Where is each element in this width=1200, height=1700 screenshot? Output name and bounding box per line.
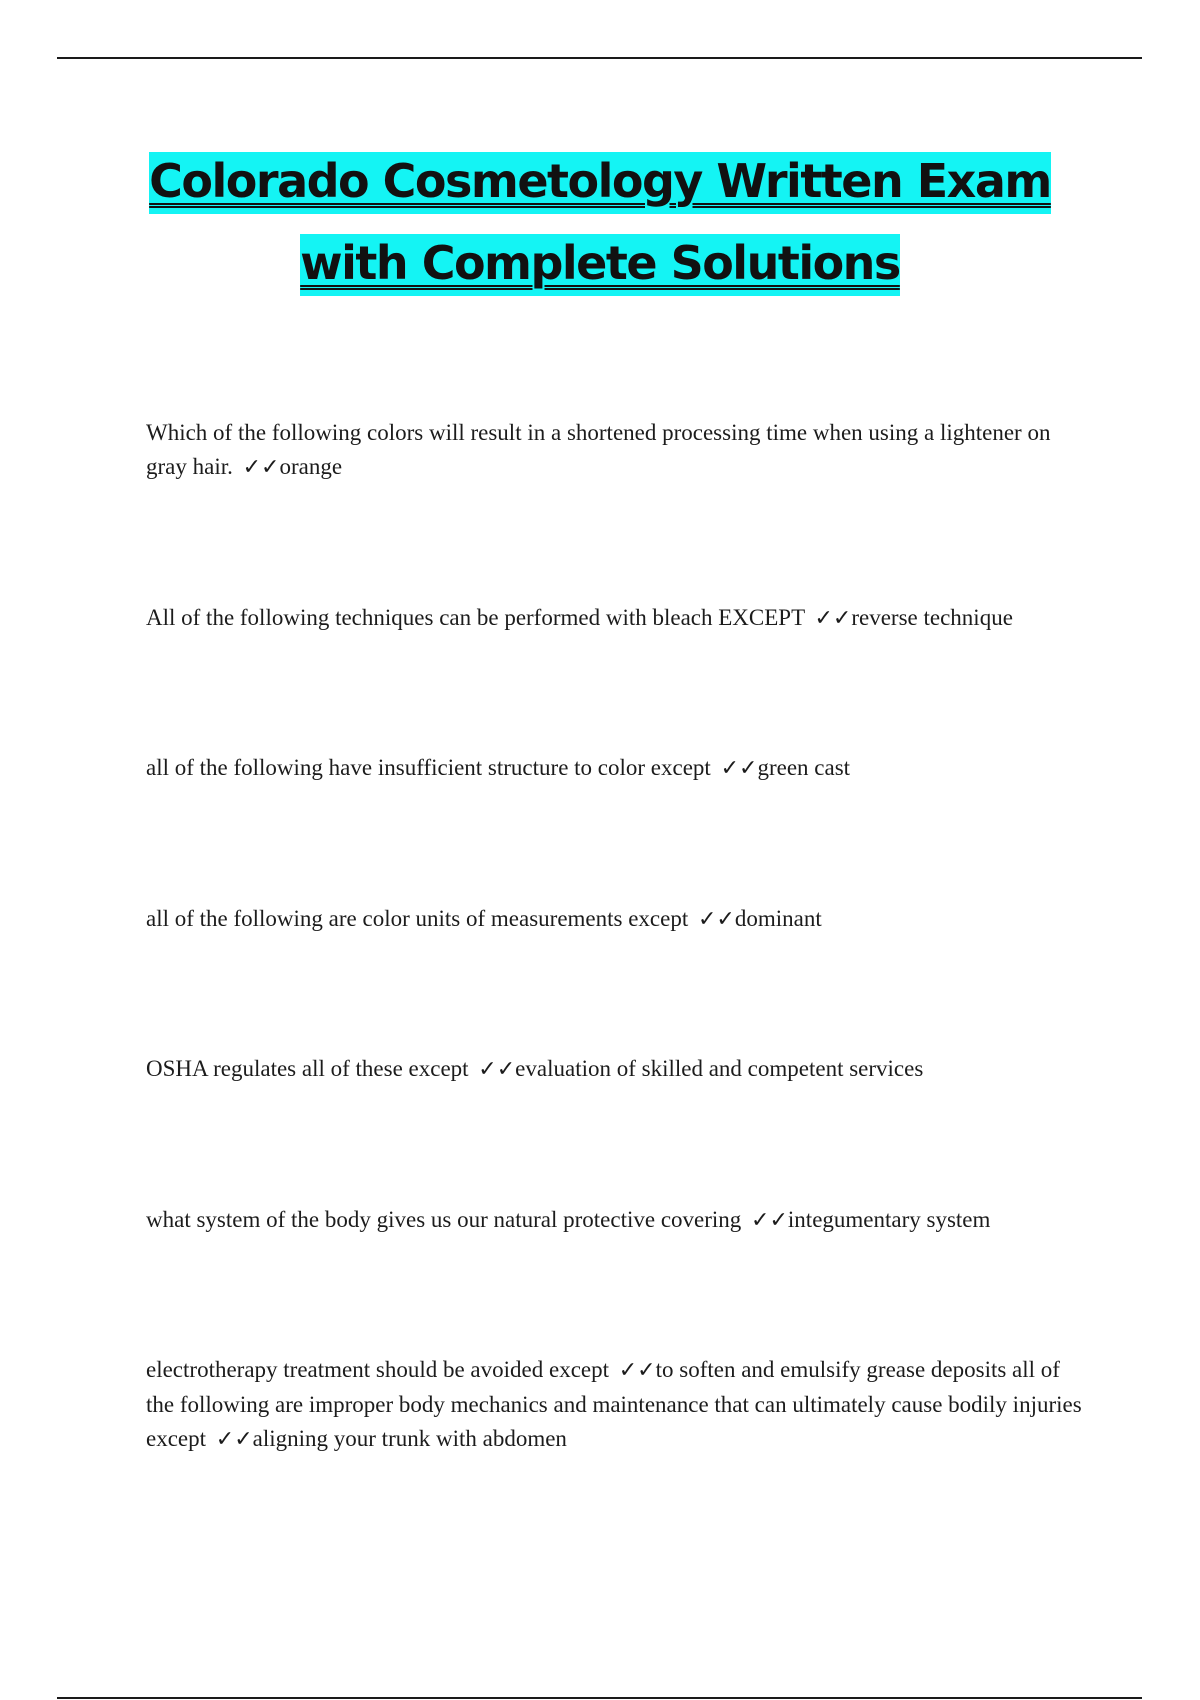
bottom-rule (57, 1697, 1142, 1699)
question-text: electrotherapy treatment should be avoided except (146, 1357, 609, 1382)
question-text: what system of the body gives us our natural protective covering (146, 1207, 742, 1232)
title-line-1: Colorado Cosmetology Written Exam (149, 152, 1051, 214)
title-line-2: with Complete Solutions (300, 234, 900, 296)
answer-text: to soften and emulsify grease deposits all of the following are improper body mechanics and maintenance that can ultimately cause bodily injuries except (146, 1357, 1082, 1451)
answer-text: evaluation of skilled and competent services (515, 1056, 924, 1081)
check-icon: ✓✓ (751, 1208, 788, 1233)
qa-item-4 (146, 902, 1086, 937)
qa-item-5 (146, 1052, 1086, 1087)
question-text: All of the following techniques can be performed with bleach EXCEPT (146, 605, 805, 630)
answer-text: dominant (734, 906, 822, 931)
answer-text: green cast (757, 755, 851, 780)
check-icon: ✓✓ (698, 907, 735, 932)
answer-text: orange (279, 454, 343, 479)
qa-item-2 (146, 601, 1086, 636)
check-icon: ✓✓ (618, 1358, 656, 1383)
qa-item-3 (146, 751, 1086, 786)
check-icon: ✓✓ (215, 1427, 253, 1452)
answer-text-2: aligning your trunk with abdomen (252, 1426, 567, 1451)
qa-item-6 (146, 1203, 1086, 1238)
top-rule (57, 57, 1142, 59)
question-text: all of the following have insufficient structure to color except (146, 755, 711, 780)
question-text: Which of the following colors will result in a shortened processing time when using a lightener on gray hair. (146, 420, 1051, 479)
answer-text: integumentary system (787, 1207, 991, 1232)
check-icon: ✓✓ (814, 606, 852, 631)
check-icon: ✓✓ (242, 455, 280, 480)
qa-item-7 (146, 1353, 1086, 1457)
check-icon: ✓✓ (720, 756, 758, 781)
answer-text: reverse technique (851, 605, 1013, 630)
document-title (0, 140, 1200, 304)
qa-item-1 (146, 416, 1086, 485)
question-text: all of the following are color units of measurements except (146, 906, 689, 931)
check-icon: ✓✓ (478, 1057, 516, 1082)
question-text: OSHA regulates all of these except (146, 1056, 469, 1081)
